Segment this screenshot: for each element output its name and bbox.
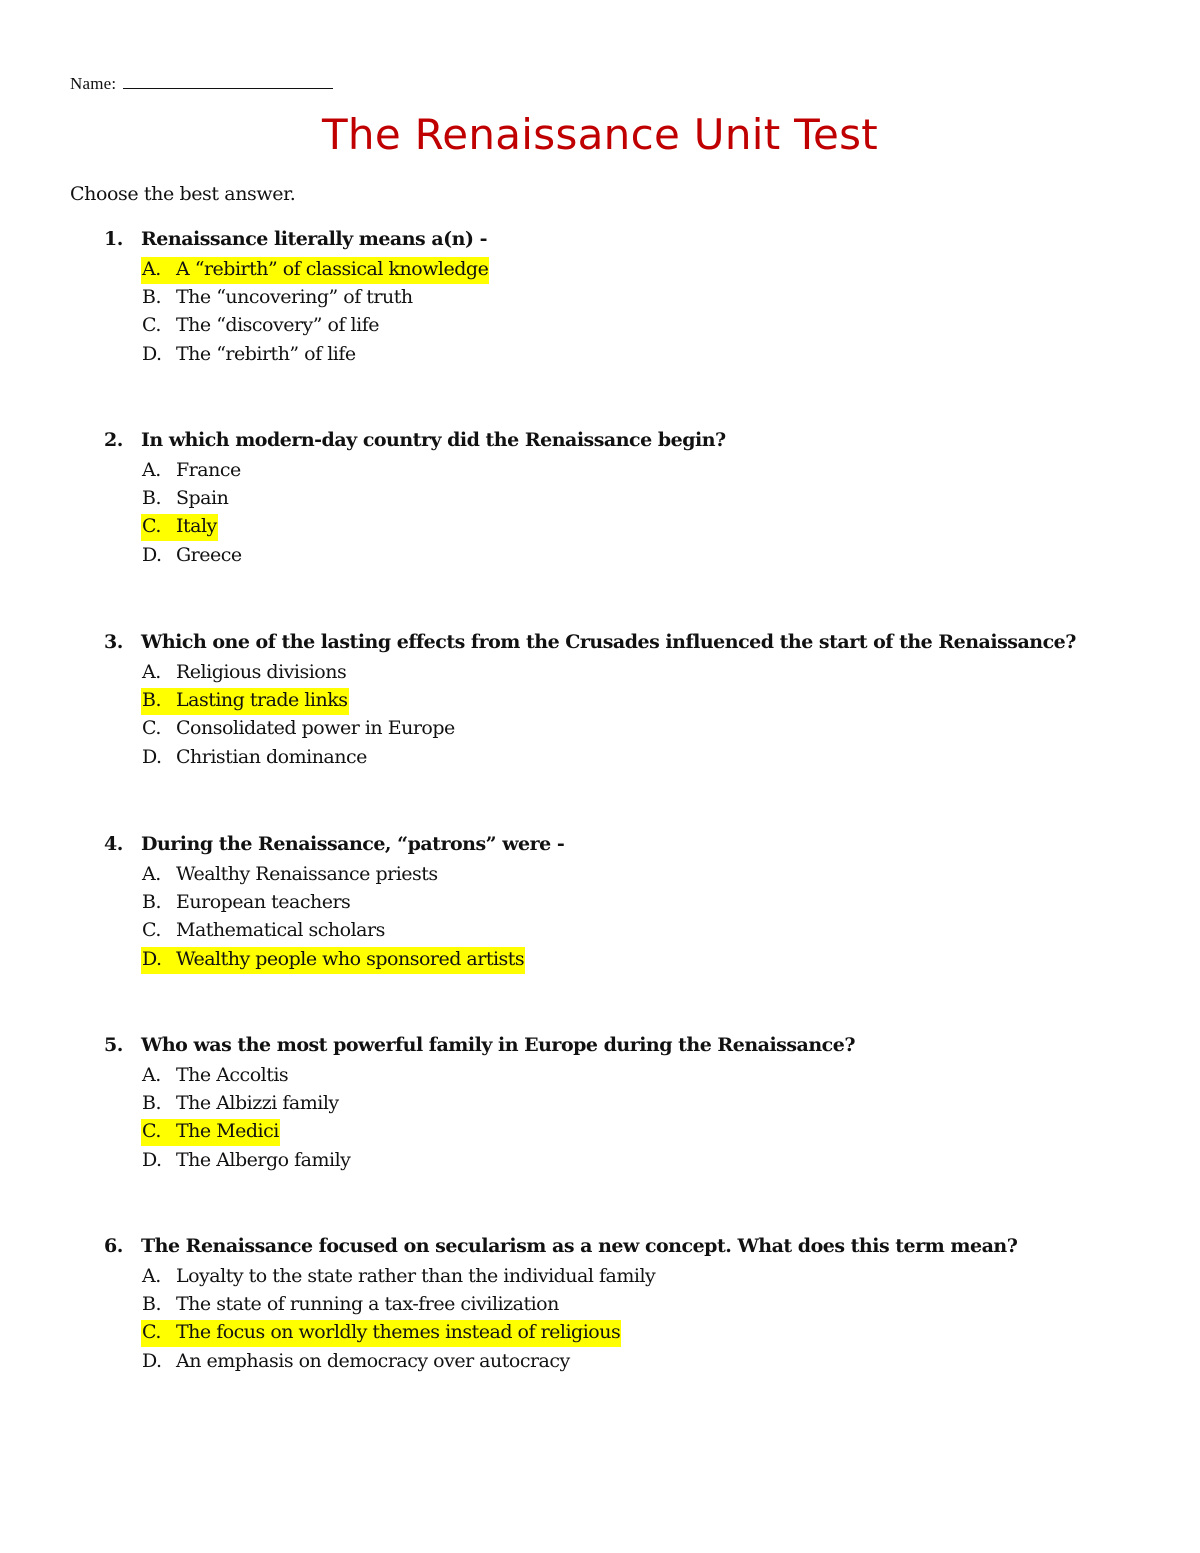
answer-option <box>0 486 1200 514</box>
option-text: Wealthy people who sponsored artists <box>176 947 525 970</box>
answer-option <box>0 688 1200 716</box>
option-letter: C. <box>142 1321 161 1344</box>
answer-option-text <box>141 458 242 485</box>
option-letter: A. <box>142 661 161 683</box>
answer-option-text <box>141 285 414 312</box>
question-text: In which modern-day country did the Renaissance begin? <box>141 429 726 451</box>
option-letter: A. <box>142 1064 161 1086</box>
option-letter: B. <box>142 286 162 309</box>
answer-option-text <box>141 918 386 945</box>
option-letter: C. <box>142 717 161 740</box>
answer-option <box>0 1148 1200 1176</box>
option-text: Spain <box>176 487 229 510</box>
option-text: The “rebirth” of life <box>176 342 356 365</box>
option-text: The Albergo family <box>176 1148 351 1171</box>
name-field <box>70 72 333 94</box>
option-letter: A. <box>142 258 161 280</box>
option-text: A “rebirth” of classical knowledge <box>176 258 489 280</box>
option-text: Religious divisions <box>176 661 347 683</box>
option-letter: B. <box>142 487 162 510</box>
name-label: Name: <box>70 74 117 93</box>
option-letter: D. <box>142 745 162 768</box>
answer-option-text <box>141 342 357 369</box>
option-letter: D. <box>142 1349 162 1372</box>
question-number: 4. <box>104 833 123 855</box>
option-text: Lasting trade links <box>176 689 348 712</box>
answer-option-text <box>141 890 351 917</box>
answer-option <box>0 342 1200 370</box>
option-text: France <box>176 459 241 481</box>
answer-option-text <box>141 313 380 340</box>
option-text: The Medici <box>176 1120 279 1143</box>
question-4 <box>0 833 1200 975</box>
option-letter: A. <box>142 1265 161 1287</box>
option-text: The state of running a tax-free civilization <box>176 1293 559 1316</box>
answer-option-text <box>141 1264 656 1291</box>
answer-option-text <box>141 1349 571 1376</box>
option-text: European teachers <box>176 891 351 914</box>
highlighted-correct-answer <box>141 1320 621 1347</box>
option-letter: D. <box>142 543 162 566</box>
answer-option-text <box>141 716 456 743</box>
option-text: Italy <box>176 515 217 538</box>
option-text: Loyalty to the state rather than the individual family <box>176 1265 656 1287</box>
option-text: The “uncovering” of truth <box>176 286 413 309</box>
answer-option <box>0 716 1200 744</box>
question-stem <box>0 631 1200 660</box>
option-letter: D. <box>142 342 162 365</box>
option-letter: A. <box>142 459 161 481</box>
answer-option-text <box>141 543 243 570</box>
answer-option <box>0 918 1200 946</box>
answer-option <box>0 1264 1200 1292</box>
question-number: 5. <box>104 1034 123 1056</box>
answer-option <box>0 1063 1200 1091</box>
question-1 <box>0 228 1200 370</box>
answer-option <box>0 543 1200 571</box>
question-number: 2. <box>104 429 123 451</box>
option-text: The Albizzi family <box>176 1092 339 1115</box>
question-text: Renaissance literally means a(n) - <box>141 228 487 250</box>
answer-option-text <box>141 1292 560 1319</box>
option-text: The Accoltis <box>176 1064 289 1086</box>
question-stem <box>0 228 1200 257</box>
answer-option-text <box>141 1063 289 1090</box>
question-3 <box>0 631 1200 773</box>
answer-option-text <box>141 862 439 889</box>
answer-option <box>0 285 1200 313</box>
answer-option <box>0 947 1200 975</box>
option-text: Greece <box>176 543 242 566</box>
answer-option-text <box>141 745 368 772</box>
option-text: Mathematical scholars <box>176 919 385 942</box>
option-letter: A. <box>142 863 161 885</box>
option-text: Consolidated power in Europe <box>176 717 455 740</box>
option-letter: C. <box>142 1120 161 1143</box>
highlighted-correct-answer <box>141 947 525 974</box>
question-number: 3. <box>104 631 123 653</box>
answer-option-text <box>141 660 347 687</box>
name-blank-line <box>123 72 333 89</box>
question-6 <box>0 1235 1200 1377</box>
answer-option <box>0 862 1200 890</box>
answer-option <box>0 313 1200 341</box>
option-letter: B. <box>142 1293 162 1316</box>
answer-option-text <box>141 1091 340 1118</box>
answer-option <box>0 1091 1200 1119</box>
question-5 <box>0 1034 1200 1176</box>
question-text: The Renaissance focused on secularism as a new concept. What does this term mean? <box>141 1235 1018 1257</box>
answer-option <box>0 514 1200 542</box>
highlighted-correct-answer <box>141 688 349 715</box>
answer-option <box>0 458 1200 486</box>
option-letter: C. <box>142 919 161 942</box>
option-letter: C. <box>142 515 161 538</box>
option-letter: C. <box>142 314 161 337</box>
question-stem <box>0 833 1200 862</box>
answer-option <box>0 1292 1200 1320</box>
question-stem <box>0 1034 1200 1063</box>
question-stem <box>0 1235 1200 1264</box>
answer-option-text <box>141 1148 351 1175</box>
option-text: The “discovery” of life <box>176 314 379 337</box>
option-letter: B. <box>142 891 162 914</box>
highlighted-correct-answer <box>141 1119 280 1146</box>
answer-option <box>0 890 1200 918</box>
question-text: Which one of the lasting effects from the Crusades influenced the start of the Renaissance? <box>141 631 1076 653</box>
answer-option <box>0 745 1200 773</box>
question-number: 1. <box>104 228 123 250</box>
option-letter: B. <box>142 689 162 712</box>
page-title: The Renaissance Unit Test <box>321 110 879 159</box>
answer-option <box>0 660 1200 688</box>
instructions: Choose the best answer. <box>70 183 296 205</box>
option-text: An emphasis on democracy over autocracy <box>176 1349 570 1372</box>
answer-option <box>0 1320 1200 1348</box>
option-text: Wealthy Renaissance priests <box>176 863 438 885</box>
highlighted-correct-answer <box>141 257 489 284</box>
answer-option-text <box>141 486 229 513</box>
option-letter: B. <box>142 1092 162 1115</box>
question-text: Who was the most powerful family in Europe during the Renaissance? <box>141 1034 855 1056</box>
question-stem <box>0 429 1200 458</box>
question-2 <box>0 429 1200 571</box>
question-text: During the Renaissance, “patrons” were - <box>141 833 565 855</box>
option-letter: D. <box>142 1148 162 1171</box>
highlighted-correct-answer <box>141 514 218 541</box>
option-text: Christian dominance <box>176 745 367 768</box>
option-letter: D. <box>142 947 162 970</box>
answer-option <box>0 1349 1200 1377</box>
option-text: The focus on worldly themes instead of religious <box>176 1321 621 1344</box>
answer-option <box>0 257 1200 285</box>
answer-option <box>0 1119 1200 1147</box>
question-number: 6. <box>104 1235 123 1257</box>
